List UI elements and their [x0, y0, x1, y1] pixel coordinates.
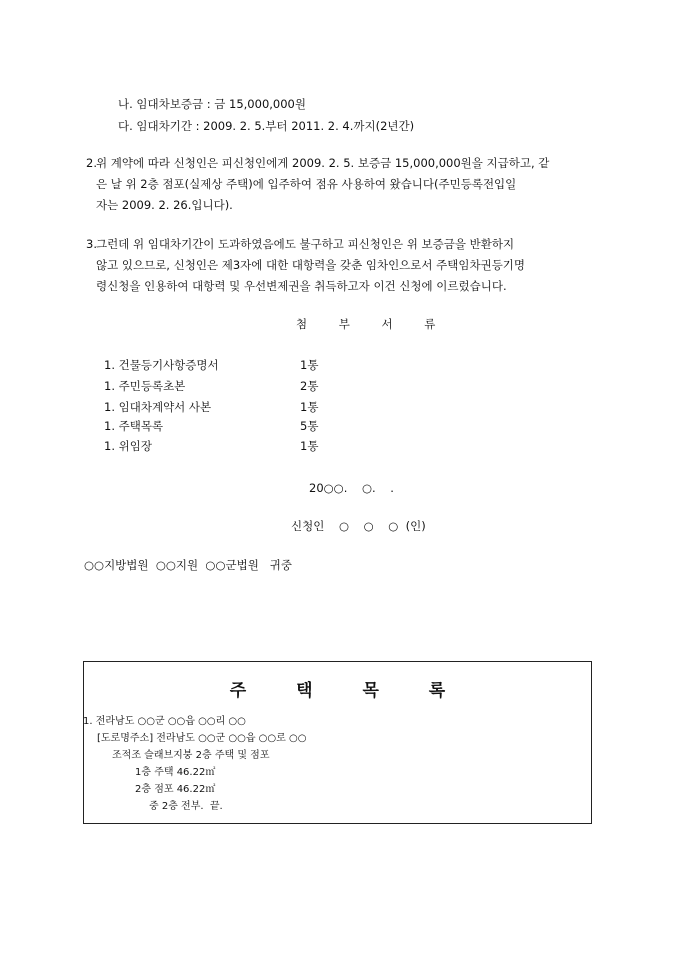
attachment-count: 1통	[300, 400, 319, 414]
attachment-name: 1. 임대차계약서 사본	[104, 400, 212, 414]
applicant-line: 신청인 ○ ○ ○ (인)	[291, 519, 426, 533]
date-line: 20○○. ○. .	[309, 481, 394, 495]
paragraph-3-number: 3.	[86, 237, 97, 251]
attachments-heading: 첨 부 서 류	[296, 317, 450, 331]
housing-list-title: 주 택 목 록	[229, 681, 468, 701]
housing-line-road-address: [도로명주소] 전라남도 ○○군 ○○읍 ○○로 ○○	[97, 733, 307, 744]
housing-list-box	[83, 661, 592, 824]
court-line: ○○지방법원 ○○지원 ○○군법원 귀중	[84, 558, 292, 572]
attachment-item	[104, 438, 344, 454]
contract-period: 다. 임대차기간 : 2009. 2. 5.부터 2011. 2. 4.까지(2년간)	[118, 119, 415, 133]
paragraph-3	[86, 234, 596, 297]
attachment-name: 1. 위임장	[104, 439, 152, 453]
attachment-item	[104, 418, 344, 434]
attachment-item	[104, 378, 344, 394]
attachment-count: 1통	[300, 358, 319, 372]
housing-line-address: 1. 전라남도 ○○군 ○○읍 ○○리 ○○	[83, 716, 246, 727]
attachment-name: 1. 건물등기사항증명서	[104, 358, 219, 372]
attachment-count: 2통	[300, 379, 319, 393]
housing-line-floor-2: 2층 점포 46.22㎡	[135, 784, 216, 795]
paragraph-2-number: 2.	[86, 156, 97, 170]
paragraph-2-line-3: 자는 2009. 2. 26.입니다).	[96, 198, 233, 212]
attachment-item	[104, 399, 344, 415]
paragraph-2-line-1: 위 계약에 따라 신청인은 피신청인에게 2009. 2. 5. 보증금 15,000,000원을 지급하고, 같	[96, 156, 550, 170]
attachment-count: 5통	[300, 419, 319, 433]
paragraph-3-line-1: 그런데 위 임대차기간이 도과하였음에도 불구하고 피신청인은 위 보증금을 반환하지	[96, 237, 515, 251]
paragraph-2-line-2: 은 날 위 2층 점포(실제상 주택)에 입주하여 점유 사용하여 왔습니다(주민등록전입일	[96, 177, 517, 191]
paragraph-3-line-3: 령신청을 인용하여 대항력 및 우선변제권을 취득하고자 이건 신청에 이르렀습니다.	[96, 279, 507, 293]
attachment-count: 1통	[300, 439, 319, 453]
paragraph-2	[86, 153, 596, 216]
paragraph-3-line-2: 않고 있으므로, 신청인은 제3자에 대한 대항력을 갖춘 임차인으로서 주택임차권등기명	[96, 258, 526, 272]
attachment-item	[104, 357, 344, 373]
contract-deposit: 나. 임대차보증금 : 금 15,000,000원	[118, 97, 306, 111]
housing-line-floor-1: 1층 주택 46.22㎡	[135, 767, 216, 778]
housing-line-end: 중 2층 전부. 끝.	[149, 801, 223, 812]
attachment-name: 1. 주택목록	[104, 419, 164, 433]
housing-line-structure: 조적조 슬래브지붕 2층 주택 및 점포	[112, 750, 270, 761]
attachment-name: 1. 주민등록초본	[104, 379, 186, 393]
